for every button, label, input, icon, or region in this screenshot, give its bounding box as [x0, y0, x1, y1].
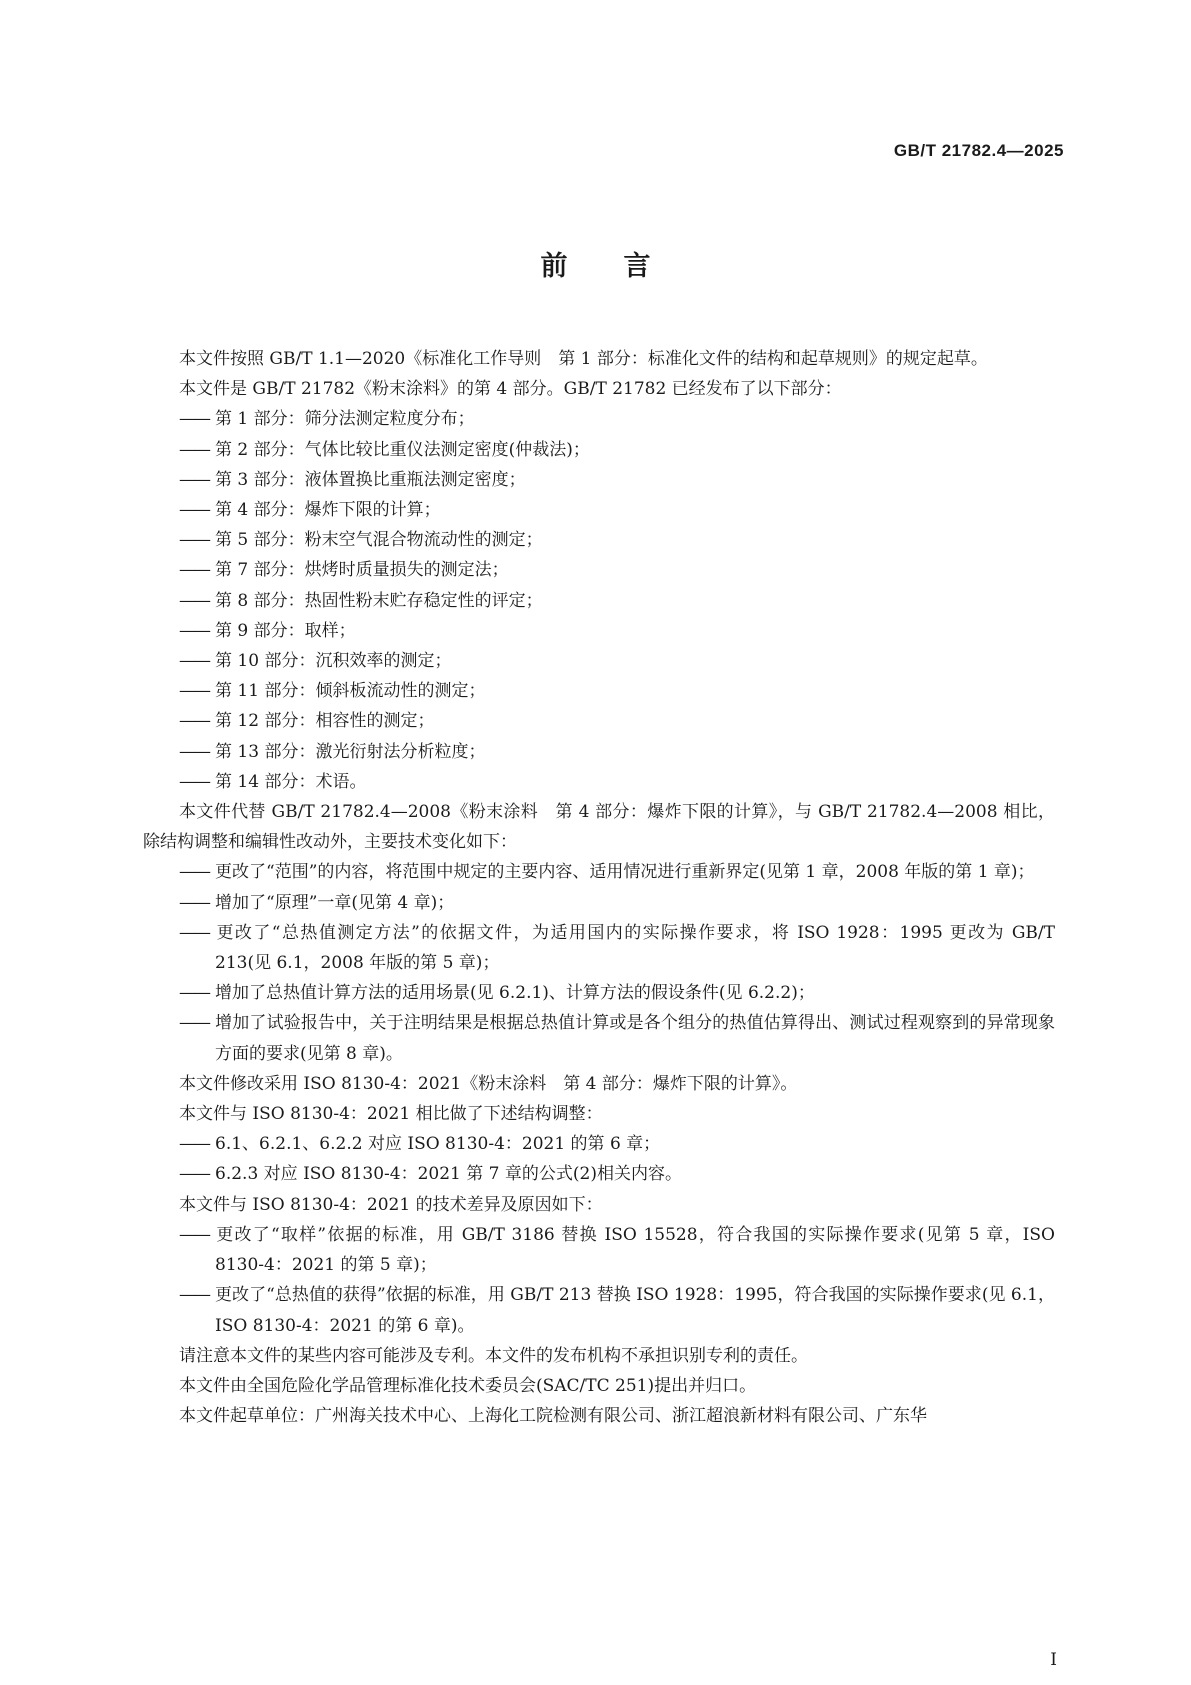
paragraph-proposer: 本文件由全国危险化学品管理标准化技术委员会(SAC/TC 251)提出并归口。 — [179, 1375, 757, 1396]
list-item: —— 6.1、6.2.1、6.2.2 对应 ISO 8130-4：2021 的第 6 章； — [143, 1129, 1055, 1159]
list-item: —— 更改了“取样”依据的标准，用 GB/T 3186 替换 ISO 15528，符合我国的实际操作要求(见第 5 章，ISO 8130-4：2021 的第 5 章)； — [143, 1220, 1055, 1280]
page-title: 前言 — [540, 251, 707, 282]
list-item: —— 增加了总热值计算方法的适用场景(见 6.2.1)、计算方法的假设条件(见 6.2.2)； — [143, 978, 1055, 1008]
document-code: GB/T 21782.4—2025 — [893, 141, 1064, 160]
list-item: —— 第 12 部分：相容性的测定； — [143, 706, 1055, 736]
list-item: —— 第 14 部分：术语。 — [143, 767, 1055, 797]
paragraph-patent-notice: 请注意本文件的某些内容可能涉及专利。本文件的发布机构不承担识别专利的责任。 — [179, 1345, 808, 1366]
list-item: —— 第 13 部分：激光衍射法分析粒度； — [143, 737, 1055, 767]
list-item: —— 第 9 部分：取样； — [143, 616, 1055, 646]
list-item: —— 第 10 部分：沉积效率的测定； — [143, 646, 1055, 676]
structure-list — [143, 1129, 1055, 1189]
parts-list — [143, 404, 1055, 797]
list-item: —— 第 3 部分：液体置换比重瓶法测定密度； — [143, 465, 1055, 495]
changes-list — [143, 857, 1055, 1068]
list-item: —— 6.2.3 对应 ISO 8130-4：2021 第 7 章的公式(2)相关内容。 — [143, 1159, 1055, 1189]
list-item: —— 第 8 部分：热固性粉末贮存稳定性的评定； — [143, 586, 1055, 616]
paragraph-technical-differences: 本文件与 ISO 8130-4：2021 的技术差异及原因如下： — [179, 1194, 603, 1215]
list-item: —— 第 4 部分：爆炸下限的计算； — [143, 495, 1055, 525]
list-item: —— 增加了“原理”一章(见第 4 章)； — [143, 888, 1055, 918]
list-item: —— 第 2 部分：气体比较比重仪法测定密度(仲裁法)； — [143, 435, 1055, 465]
list-item: —— 第 1 部分：筛分法测定粒度分布； — [143, 404, 1055, 434]
technical-differences-list — [143, 1220, 1055, 1341]
list-item: —— 更改了“总热值的获得”依据的标准，用 GB/T 213 替换 ISO 1928：1995，符合我国的实际操作要求(见 6.1，ISO 8130-4：2021 的第 6 章)。 — [143, 1280, 1055, 1340]
list-item: —— 更改了“范围”的内容，将范围中规定的主要内容、适用情况进行重新界定(见第 1 章，2008 年版的第 1 章)； — [143, 857, 1055, 887]
paragraph-drafting-basis: 本文件按照 GB/T 1.1—2020《标准化工作导则 第 1 部分：标准化文件的结构和起草规则》的规定起草。 — [179, 349, 988, 369]
paragraph-replacement: 本文件代替 GB/T 21782.4—2008《粉末涂料 第 4 部分：爆炸下限的计算》，与 GB/T 21782.4—2008 相比，除结构调整和编辑性改动外，主要技术变化如下： — [143, 802, 1055, 853]
paragraph-modified-adoption: 本文件修改采用 ISO 8130-4：2021《粉末涂料 第 4 部分：爆炸下限的计算》。 — [179, 1073, 798, 1094]
list-item: —— 第 5 部分：粉末空气混合物流动性的测定； — [143, 525, 1055, 555]
paragraph-structure-adjustment: 本文件与 ISO 8130-4：2021 相比做了下述结构调整： — [179, 1104, 603, 1125]
list-item: —— 第 7 部分：烘烤时质量损失的测定法； — [143, 555, 1055, 585]
paragraph-series-intro: 本文件是 GB/T 21782《粉末涂料》的第 4 部分。GB/T 21782 已经发布了以下部分： — [179, 379, 842, 400]
list-item: —— 增加了试验报告中，关于注明结果是根据总热值计算或是各个组分的热值估算得出、测试过程观察到的异常现象方面的要求(见第 8 章)。 — [143, 1008, 1055, 1068]
list-item: —— 第 11 部分：倾斜板流动性的测定； — [143, 676, 1055, 706]
list-item: —— 更改了“总热值测定方法”的依据文件，为适用国内的实际操作要求，将 ISO 1928：1995 更改为 GB/T 213(见 6.1，2008 年版的第 5 章)； — [143, 918, 1055, 978]
paragraph-drafting-units: 本文件起草单位：广州海关技术中心、上海化工院检测有限公司、浙江超浪新材料有限公司、广东华 — [179, 1406, 927, 1427]
preface-body — [143, 344, 1055, 1431]
page-number: I — [1050, 1650, 1057, 1670]
